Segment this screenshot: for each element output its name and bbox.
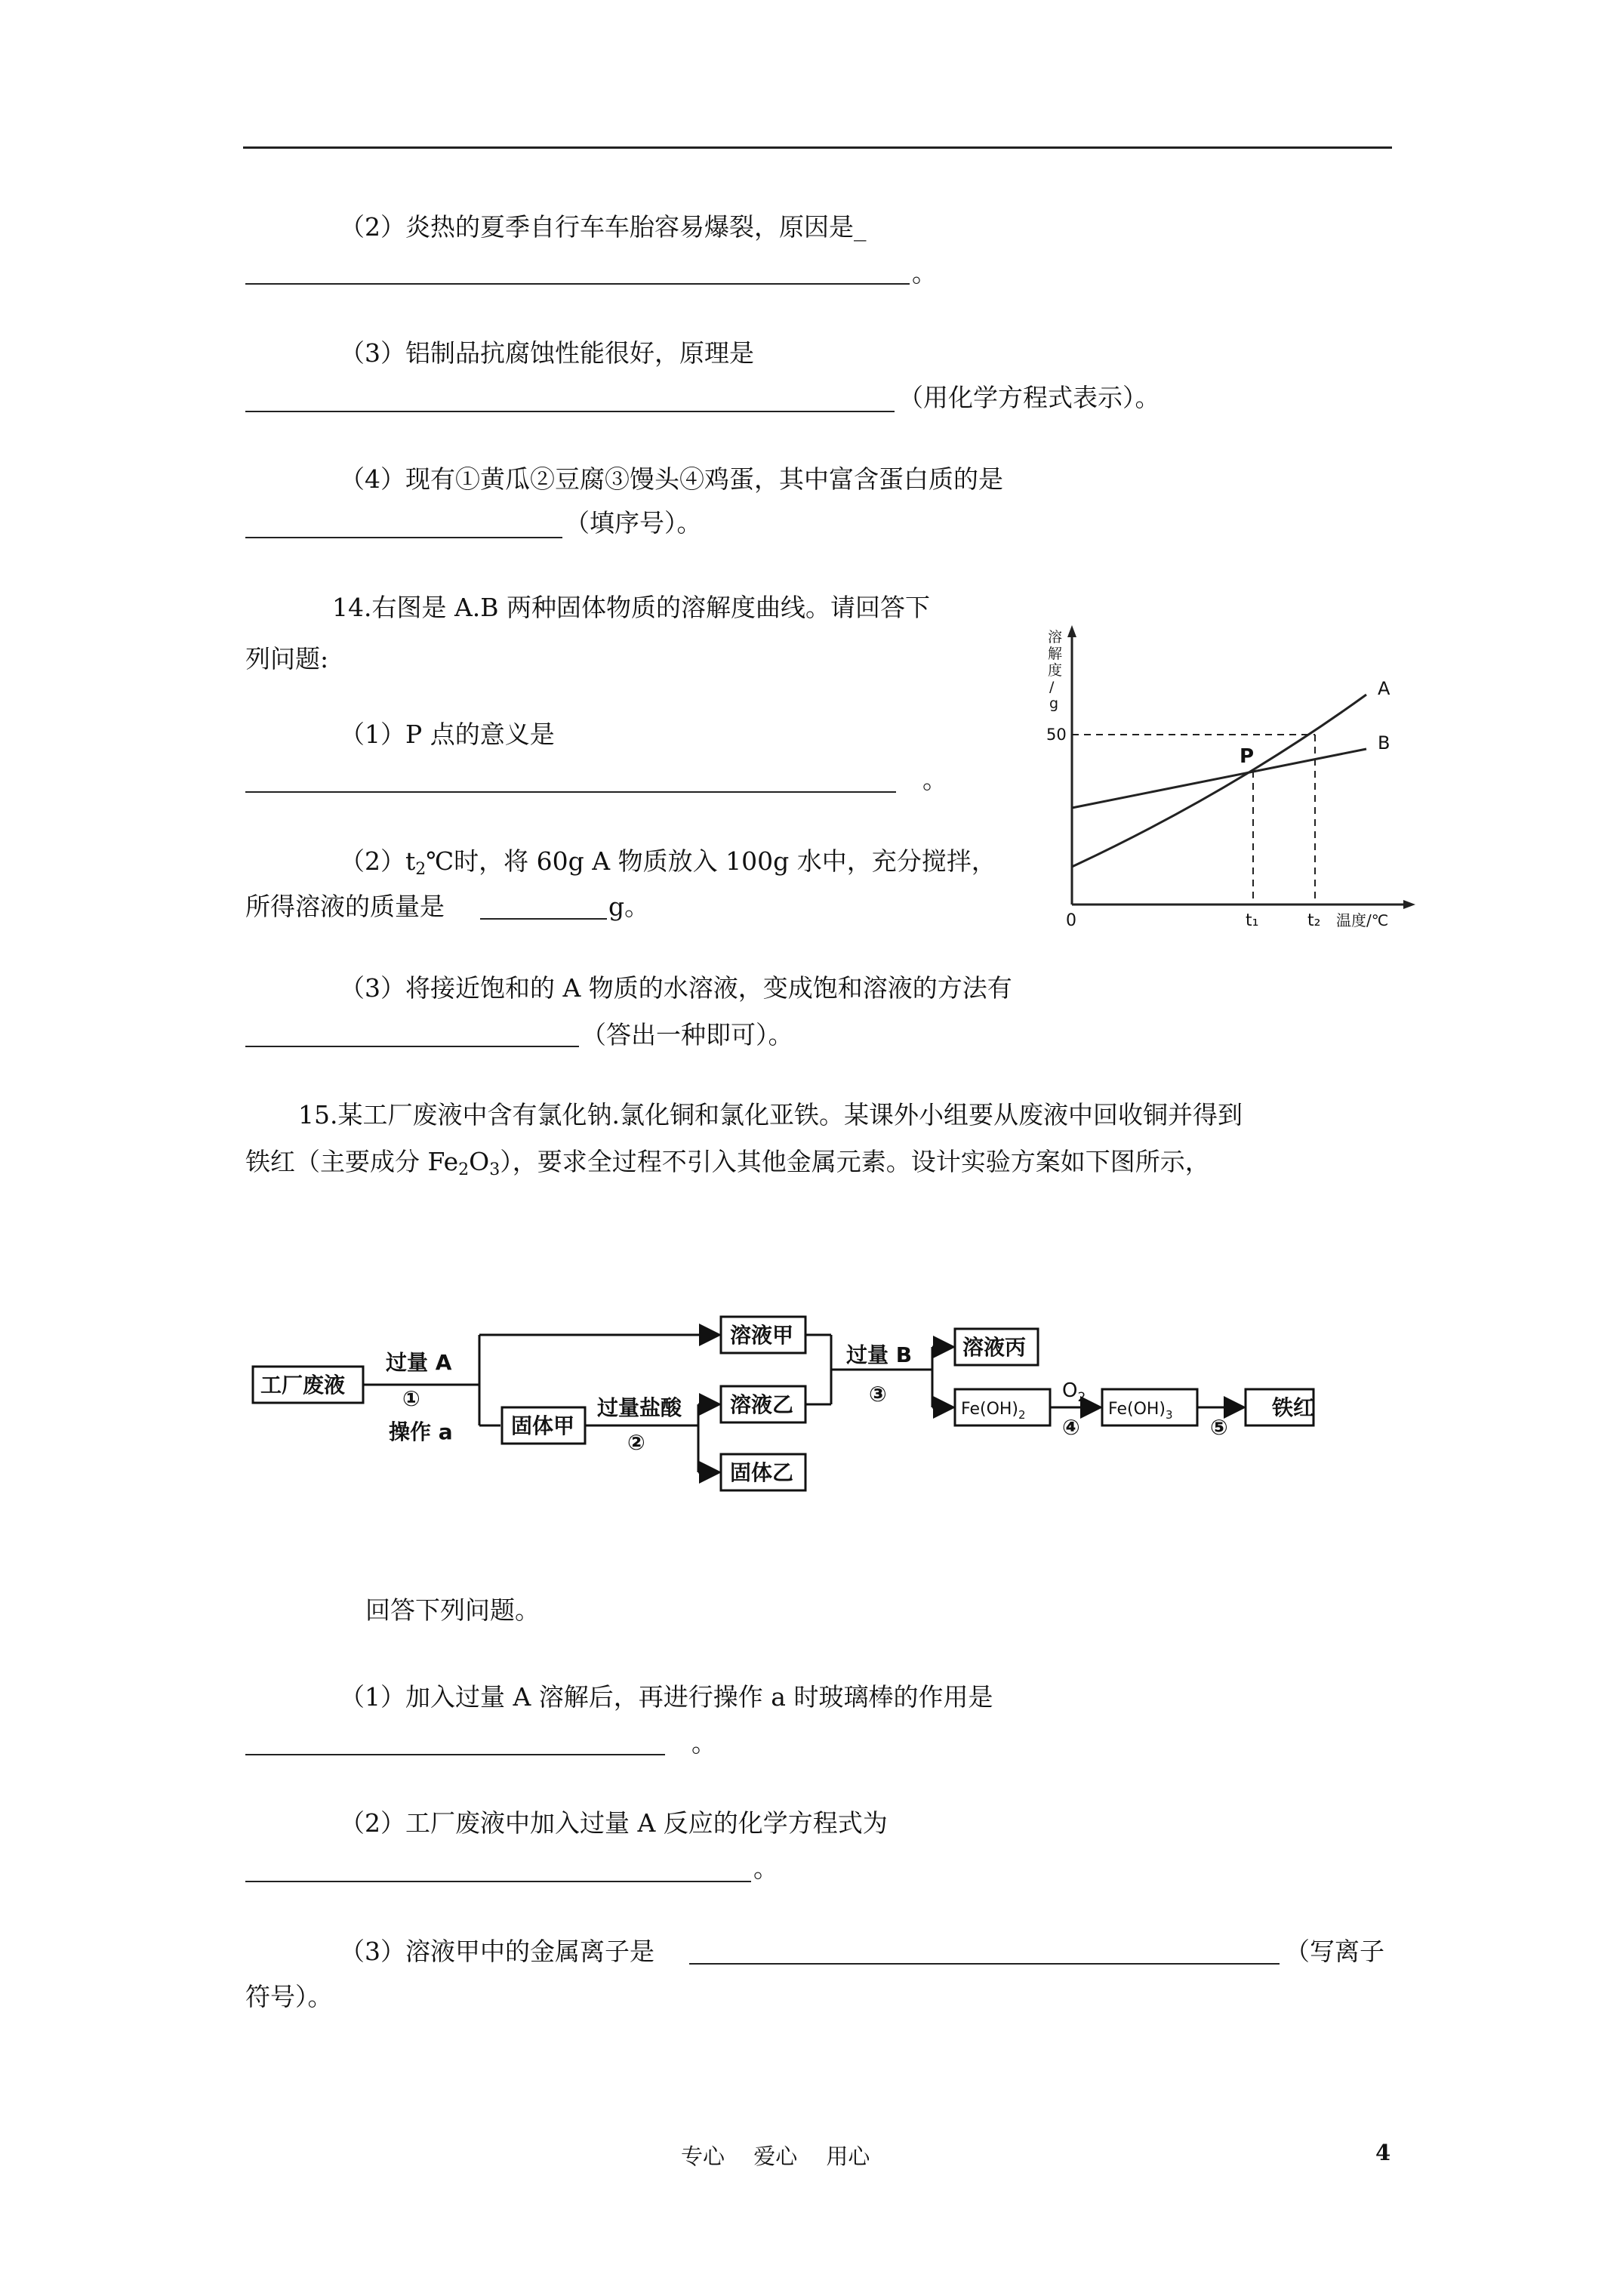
y-axis-label-4: / xyxy=(1049,679,1055,695)
q14-part2-line2: 所得溶液的质量是 xyxy=(245,892,445,921)
q14-part1-end: 。 xyxy=(922,765,947,794)
label-feoh2: $Fe(OH)_2$ xyxy=(961,1400,1026,1422)
q13-part2: （2）炎热的夏季自行车车胎容易爆裂，原因是_ xyxy=(340,212,867,242)
label-step-1: ① xyxy=(402,1386,420,1411)
label-step-3: ③ xyxy=(869,1382,887,1407)
q15-part3-end: （写离子 xyxy=(1285,1937,1384,1966)
x-tick-t2: t₂ xyxy=(1307,911,1321,929)
label-step-2: ② xyxy=(627,1430,645,1455)
x-tick-t1: t₁ xyxy=(1246,911,1259,929)
solubility-chart xyxy=(1034,619,1427,929)
q15-part1-end: 。 xyxy=(691,1728,716,1758)
q14-part3: （3）将接近饱和的 A 物质的水溶液，变成饱和溶液的方法有 xyxy=(340,973,1012,1003)
q15-part2-end: 。 xyxy=(753,1854,778,1883)
header-rule xyxy=(243,146,1392,149)
series-b-label: B xyxy=(1378,732,1390,754)
q13-part3: （3）铝制品抗腐蚀性能很好，原理是 xyxy=(340,338,754,368)
label-solution-yi: 溶液乙 xyxy=(730,1392,794,1417)
label-iron-red: 铁红 xyxy=(1272,1395,1315,1420)
q14-part1: （1）P 点的意义是 xyxy=(340,720,555,749)
q15-part1-blank xyxy=(245,1754,665,1755)
q15-answer-intro: 回答下列问题。 xyxy=(365,1595,540,1625)
label-excess-a: 过量 A xyxy=(386,1350,452,1375)
q14-part1-blank xyxy=(245,791,896,793)
y-axis-label-2: 解 xyxy=(1048,646,1063,662)
q13-part4: （4）现有①黄瓜②豆腐③馒头④鸡蛋，其中富含蛋白质的是 xyxy=(340,464,1003,494)
q13-part2-blank xyxy=(245,283,910,285)
x-axis-label: 温度/℃ xyxy=(1336,911,1389,929)
label-solution-bing: 溶液丙 xyxy=(962,1335,1027,1360)
q14-intro-line2: 列问题: xyxy=(245,644,329,673)
q14-part3-blank xyxy=(245,1046,579,1047)
q14-part3-end: （答出一种即可）。 xyxy=(581,1020,793,1049)
q13-part4-end: （填序号）。 xyxy=(565,508,702,538)
q15-part2: （2）工厂废液中加入过量 A 反应的化学方程式为 xyxy=(340,1808,888,1838)
label-excess-hcl: 过量盐酸 xyxy=(597,1395,682,1420)
series-a-line xyxy=(1072,695,1366,867)
q14-part2: $(2)t_2℃$时，将 60g A 物质放入 100g 水中，充分搅拌， xyxy=(340,846,996,879)
label-solution-jia: 溶液甲 xyxy=(730,1323,794,1348)
label-operation-a: 操作 a xyxy=(389,1419,453,1444)
label-step-5: ⑤ xyxy=(1210,1415,1228,1440)
q14-intro-line1: 14.右图是 A.B 两种固体物质的溶解度曲线。请回答下 xyxy=(332,593,931,622)
q15-part3-line2: 符号）。 xyxy=(245,1982,333,2011)
label-factory-waste: 工厂废液 xyxy=(260,1373,346,1398)
x-axis-arrow xyxy=(1403,900,1415,909)
process-flow-diagram xyxy=(245,1306,1317,1502)
point-p-label: P xyxy=(1240,745,1255,768)
q14-part2-unit: g。 xyxy=(608,892,650,921)
label-solid-jia: 固体甲 xyxy=(511,1413,575,1438)
q15-intro-line2: 铁红（主要成分 $Fe_2O_3$），要求全过程不引入其他金属元素。设计实验方案如下图所示， xyxy=(245,1147,1210,1179)
q15-part2-blank xyxy=(245,1881,751,1882)
q14-part2-blank xyxy=(480,918,607,920)
label-solid-yi: 固体乙 xyxy=(730,1460,794,1485)
y-axis-label-1: 溶 xyxy=(1048,629,1063,646)
q15-part3: （3）溶液甲中的金属离子是 xyxy=(340,1937,654,1966)
q15-part3-blank xyxy=(689,1963,1280,1965)
label-o2: $O_2$ xyxy=(1062,1379,1086,1405)
q15-part1: （1）加入过量 A 溶解后，再进行操作 a 时玻璃棒的作用是 xyxy=(340,1682,993,1712)
q13-part3-blank xyxy=(245,411,895,412)
q13-part2-end: 。 xyxy=(912,258,937,288)
q13-part4-blank xyxy=(245,537,562,538)
y-tick-50: 50 xyxy=(1046,726,1067,744)
footer-motto: 专心 爱心 用心 xyxy=(681,2143,870,2169)
label-feoh3: $Fe(OH)_3$ xyxy=(1108,1400,1173,1422)
q15-intro-line1: 15.某工厂废液中含有氯化钠.氯化铜和氯化亚铁。某课外小组要从废液中回收铜并得到 xyxy=(298,1100,1243,1130)
series-b-line xyxy=(1072,749,1366,808)
label-step-4: ④ xyxy=(1062,1415,1080,1440)
page-number: 4 xyxy=(1375,2140,1391,2165)
y-axis-label-3: 度 xyxy=(1048,662,1063,679)
y-axis-label-5: g xyxy=(1049,695,1059,712)
label-excess-b: 过量 B xyxy=(846,1342,913,1367)
x-tick-0: 0 xyxy=(1066,911,1076,929)
series-a-label: A xyxy=(1378,678,1390,699)
q13-part3-end: （用化学方程式表示）。 xyxy=(898,383,1160,412)
y-axis-arrow xyxy=(1067,625,1076,637)
